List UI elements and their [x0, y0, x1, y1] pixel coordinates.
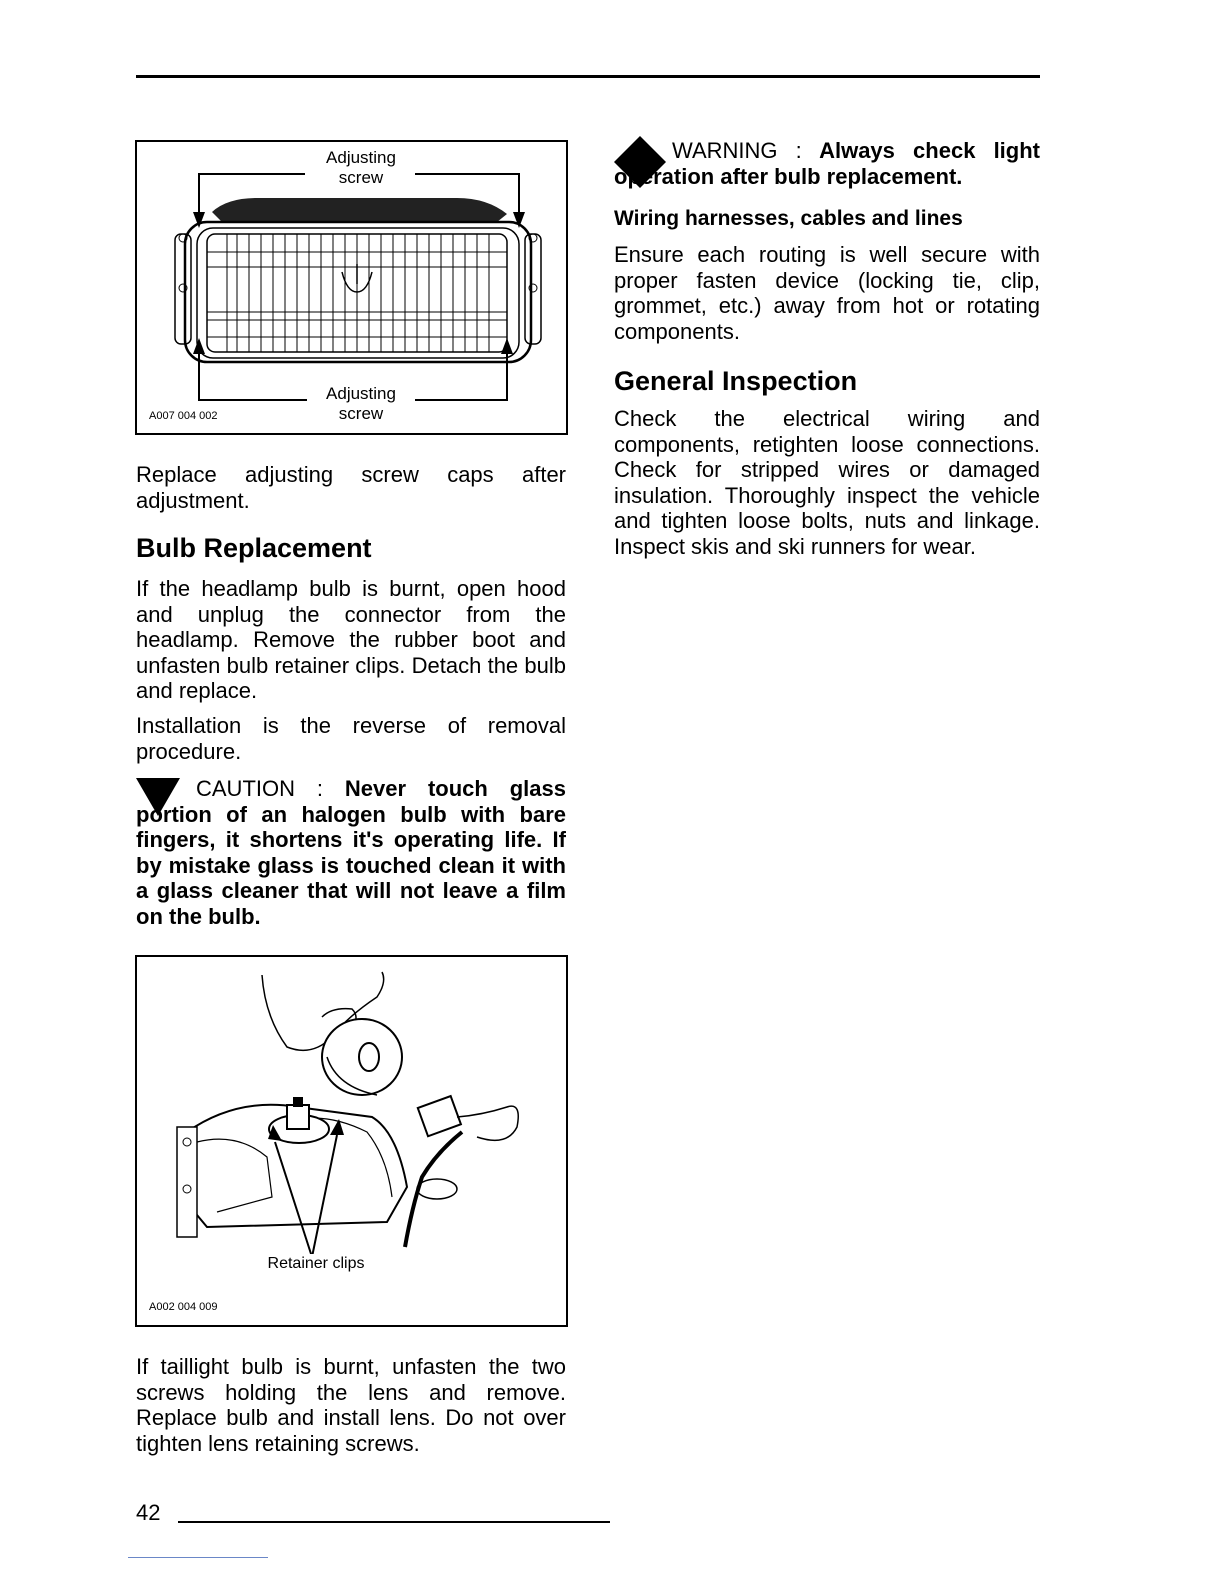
caution-lead: CAUTION : [196, 776, 324, 801]
warning-text: Always check light operation after bulb replacement. [614, 138, 1040, 189]
footer-rule [128, 1557, 268, 1558]
figure-code: A002 004 009 [149, 1301, 218, 1313]
caption-replace-caps: Replace adjusting screw caps after adjustment. [136, 462, 566, 513]
para-wiring: Ensure each routing is well secure with proper fasten device (locking tie, clip, grommet, etc.) away from hot or rotating components. [614, 242, 1040, 344]
label-adjusting-screw-top: Adjusting screw [307, 148, 415, 188]
figure-code: A007 004 002 [149, 410, 218, 422]
bottom-rule [178, 1521, 610, 1523]
para-bulb-replacement: If the headlamp bulb is burnt, open hood and unplug the connector from the headlamp. Remove the rubber boot and unfasten bulb retainer clips. Detach the bulb and replace. [136, 576, 566, 703]
caution-notice [136, 776, 566, 929]
figure-headlamp-adjusting [135, 140, 568, 435]
para-installation: Installation is the reverse of removal procedure. [136, 713, 566, 764]
heading-bulb-replacement: Bulb Replacement [136, 533, 372, 563]
warning-lead: WARNING : [672, 138, 802, 163]
figure-bulb-retainer-clips [135, 955, 568, 1327]
heading-general-inspection: General Inspection [614, 366, 858, 396]
para-general-inspection: Check the electrical wiring and components, retighten loose connections. Check for stripped wires or damaged insulation. Thoroughly inspect the vehicle and tighten loose bolts, nuts and linkage. Inspect skis and ski runners for wear. [614, 406, 1040, 559]
warning-notice [614, 138, 1040, 189]
para-taillight: If taillight bulb is burnt, unfasten the two screws holding the lens and remove. Replace bulb and install lens. Do not over tighten lens retaining screws. [136, 1354, 566, 1456]
top-rule [136, 75, 1040, 78]
caution-text: Never touch glass portion of an halogen bulb with bare fingers, it shortens it's operating life. If by mistake glass is touched clean it with a glass cleaner that will not leave a film on the bulb. [136, 776, 566, 929]
page-number: 42 [136, 1500, 161, 1525]
label-adjusting-screw-bottom: Adjusting screw [307, 384, 415, 424]
subheading-wiring: Wiring harnesses, cables and lines [614, 207, 963, 230]
label-retainer-clips: Retainer clips [237, 1254, 395, 1274]
